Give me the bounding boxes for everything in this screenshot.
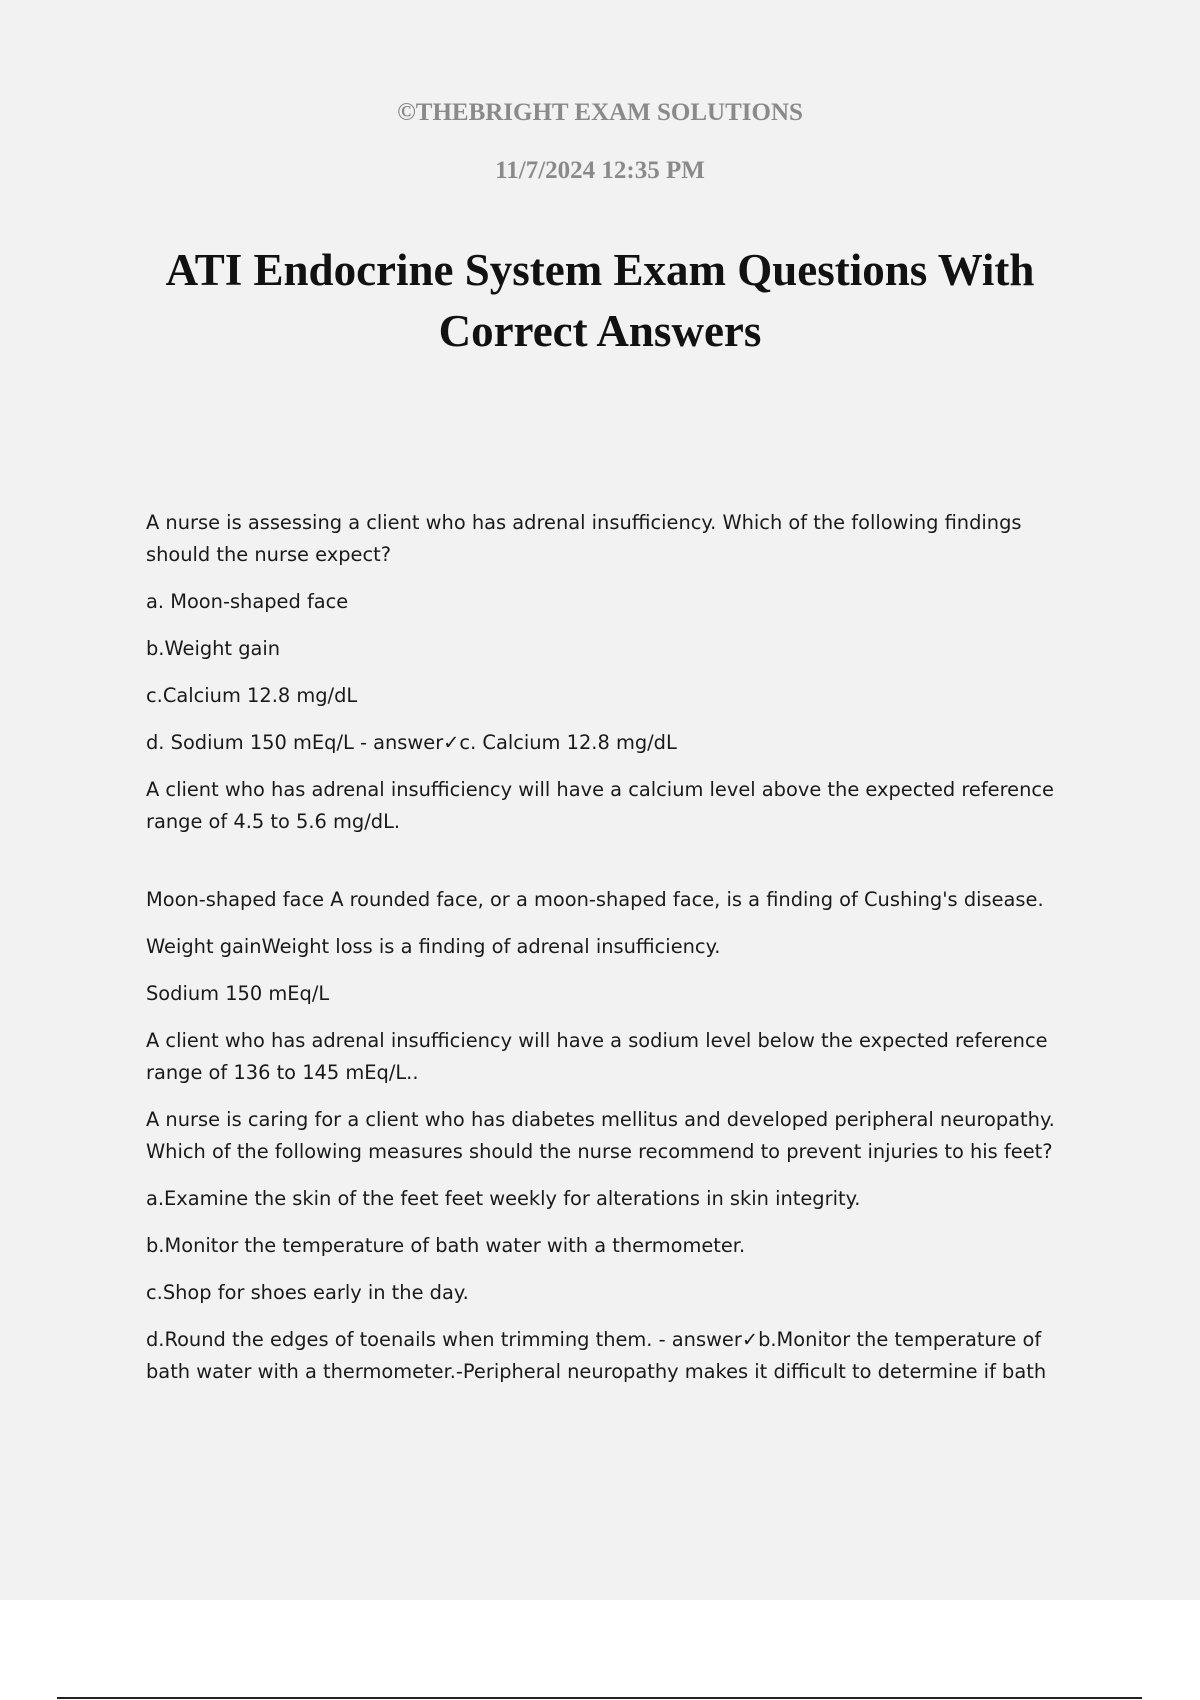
question-2-option-d-answer: d.Round the edges of toenails when trimming them. - answer✓b.Monitor the temperature of bath water with a thermometer.-Peripheral neuropathy makes it difficult to determine if bath — [146, 1328, 1047, 1383]
document-body — [146, 507, 1076, 1403]
copyright-header: ©THEBRIGHT EXAM SOLUTIONS — [397, 99, 803, 126]
question-1-option-c: c.Calcium 12.8 mg/dL — [146, 684, 358, 707]
date-time-header: 11/7/2024 12:35 PM — [495, 157, 705, 184]
rationale-moon-face: Moon-shaped face A rounded face, or a moon-shaped face, is a finding of Cushing's disease. — [146, 888, 1044, 911]
question-1-stem: A nurse is assessing a client who has adrenal insufficiency. Which of the following findings should the nurse expect? — [146, 511, 1022, 566]
question-1-option-b: b.Weight gain — [146, 637, 281, 660]
question-1-rationale: A client who has adrenal insufficiency will have a calcium level above the expected reference range of 4.5 to 5.6 mg/dL. — [146, 778, 1054, 833]
question-1-option-a: a. Moon-shaped face — [146, 590, 349, 613]
rationale-sodium-heading: Sodium 150 mEq/L — [146, 982, 330, 1005]
question-2-option-a: a.Examine the skin of the feet feet weekly for alterations in skin integrity. — [146, 1187, 861, 1210]
footer-divider — [57, 1697, 1142, 1699]
rationale-weight-gain: Weight gainWeight loss is a finding of adrenal insufficiency. — [146, 935, 721, 958]
question-2-stem: A nurse is caring for a client who has diabetes mellitus and developed peripheral neuropathy. Which of the following measures should the nurse recommend to prevent injuries to his feet? — [146, 1108, 1055, 1163]
document-title: ATI Endocrine System Exam Questions With Correct Answers — [165, 245, 1035, 356]
question-2-option-c: c.Shop for shoes early in the day. — [146, 1281, 469, 1304]
question-2-option-b: b.Monitor the temperature of bath water with a thermometer. — [146, 1234, 746, 1257]
rationale-sodium: A client who has adrenal insufficiency will have a sodium level below the expected reference range of 136 to 145 mEq/L.. — [146, 1029, 1048, 1084]
question-1-option-d-answer: d. Sodium 150 mEq/L - answer✓c. Calcium 12.8 mg/dL — [146, 731, 677, 754]
